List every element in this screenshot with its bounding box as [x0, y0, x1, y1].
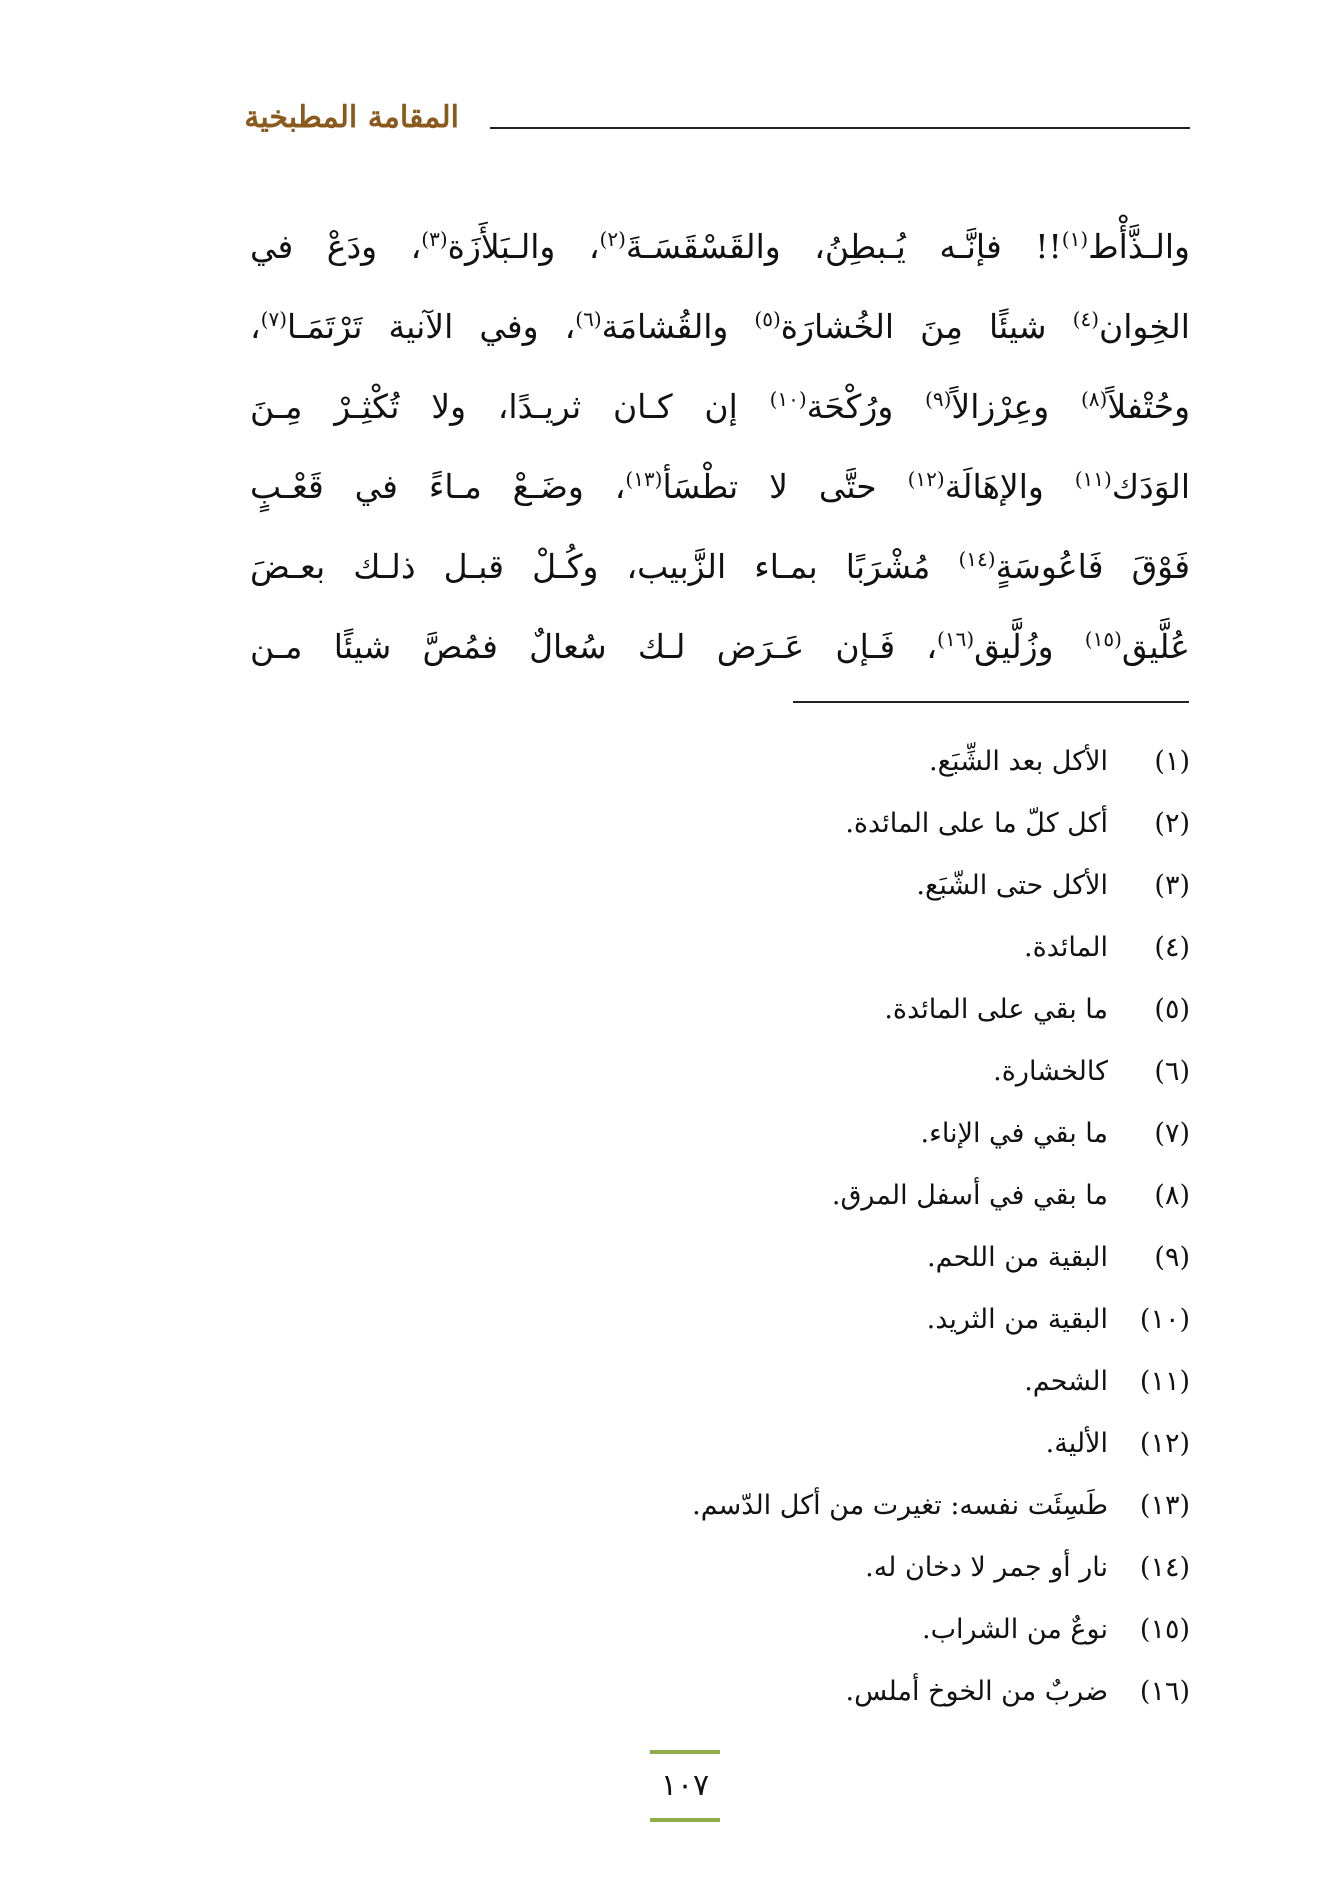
body-text-segment: الخِوان: [1099, 307, 1190, 346]
footnote-number: (٧): [1154, 1117, 1190, 1149]
body-text-segment: ،: [250, 307, 261, 346]
footnote-item: [290, 1288, 1190, 1350]
footnote-item: [290, 916, 1190, 978]
body-text-segment: الوَدَك: [1111, 467, 1191, 506]
body-line: [250, 207, 1190, 287]
body-text-segment: إن كـان ثريـدًا، ولا تُكْثِـرْ مِـنَ: [250, 387, 770, 426]
page-number: ١٠٧: [660, 1768, 710, 1803]
body-text-segment: والإهَالَة: [944, 467, 1075, 506]
footnote-number: (١٠): [1139, 1303, 1190, 1335]
footnote-number: (٣): [1154, 869, 1190, 901]
footnote-marker: (٥): [754, 307, 781, 331]
body-line: [250, 287, 1190, 367]
footnote-item: [290, 1536, 1190, 1598]
body-line: [250, 527, 1190, 607]
footnote-item: [290, 978, 1190, 1040]
footnote-marker: (٣): [421, 227, 448, 251]
footnote-text: ضربٌ من الخوخ أملس.: [845, 1675, 1108, 1707]
footnote-marker: (١٦): [937, 627, 975, 651]
footnote-marker: (٩): [925, 387, 952, 411]
footnote-item: [290, 1412, 1190, 1474]
footnote-text: المائدة.: [1024, 931, 1108, 963]
footnote-marker: (١٥): [1084, 627, 1122, 651]
body-line: [250, 447, 1190, 527]
footnote-marker: (١٢): [907, 467, 945, 491]
footnote-text: الأكل حتى الشّبَع.: [916, 869, 1108, 901]
body-text-segment: فَوْقَ فَاعُوسَةٍ: [995, 547, 1190, 586]
footnote-text: البقية من الثريد.: [926, 1303, 1108, 1335]
footnote-marker: (١٠): [769, 387, 807, 411]
footnote-text: طَسِئَت نفسه: تغيرت من أكل الدّسم.: [692, 1489, 1108, 1521]
body-line: [250, 607, 1190, 687]
body-text-segment: والقُشامَة: [601, 307, 755, 346]
footnote-text: نوعٌ من الشراب.: [922, 1613, 1108, 1645]
body-text-segment: وعِرْزالاً: [951, 387, 1081, 426]
header-rule: [490, 127, 1190, 129]
footnote-item: [290, 1350, 1190, 1412]
footnotes-list: [290, 730, 1190, 1722]
footnote-item: [290, 1040, 1190, 1102]
footnote-marker: (٧): [260, 307, 288, 331]
body-text-segment: ، وفي الآنية تَرْتَمَـا: [287, 307, 576, 346]
footnote-item: [290, 854, 1190, 916]
body-text-segment: ، ودَعْ في: [250, 227, 422, 266]
footnote-item: [290, 730, 1190, 792]
footnote-number: (٢): [1154, 807, 1190, 839]
footnote-number: (٤): [1154, 931, 1190, 963]
running-header-title: المقامة المطبخية: [244, 100, 459, 135]
body-text-segment: مُشْرَبًا بمـاء الزَّبيب، وكُـلْ قبـل ذلـك بعـضَ: [250, 547, 959, 586]
footnote-item: [290, 1164, 1190, 1226]
body-text-segment: شيئًا مِنَ الخُشارَة: [780, 307, 1073, 346]
footnote-marker: (١١): [1074, 467, 1112, 491]
footnote-number: (٦): [1154, 1055, 1190, 1087]
footnote-number: (١٦): [1139, 1675, 1190, 1707]
footnote-text: الأكل بعد الشِّبَع.: [929, 745, 1108, 777]
footnote-marker: (٢): [599, 227, 626, 251]
body-text-segment: حتَّى لا تطْسَأ: [662, 467, 908, 506]
footnote-number: (١): [1154, 745, 1190, 777]
footnote-marker: (٦): [575, 307, 602, 331]
footnote-item: [290, 1598, 1190, 1660]
footnote-number: (١٣): [1139, 1489, 1190, 1521]
footnote-text: ما بقي في الإناء.: [920, 1117, 1108, 1149]
footnote-item: [290, 1474, 1190, 1536]
body-text-segment: !! فإنَّـه يُـبطِنُ، والقَسْقَسَـةَ: [625, 227, 1062, 266]
footnote-number: (٩): [1154, 1241, 1190, 1273]
body-text-segment: ، وضَـعْ مـاءً في قَعْـبٍ: [250, 467, 626, 506]
body-text-segment: ورُكْحَة: [806, 387, 926, 426]
footnote-marker: (١): [1061, 227, 1089, 251]
footnote-separator: [793, 701, 1189, 703]
footnote-item: [290, 792, 1190, 854]
footnote-item: [290, 1660, 1190, 1722]
footnote-number: (١١): [1139, 1365, 1190, 1397]
body-text-segment: ، فَـإن عَـرَض لـك سُعالٌ فمُصَّ شيئًا مـن: [250, 627, 938, 666]
footnote-number: (١٤): [1139, 1551, 1190, 1583]
footnote-marker: (٨): [1080, 387, 1108, 411]
body-text: [250, 207, 1190, 687]
body-text-segment: عُلَّيق: [1121, 627, 1190, 666]
footnote-marker: (١٤): [958, 547, 996, 571]
footnote-number: (١٢): [1139, 1427, 1190, 1459]
footnote-text: ما بقي على المائدة.: [884, 993, 1108, 1025]
footnote-marker: (١٣): [625, 467, 663, 491]
footnote-number: (٥): [1154, 993, 1190, 1025]
footnote-text: كالخشارة.: [993, 1055, 1108, 1087]
footnote-number: (١٥): [1139, 1613, 1190, 1645]
body-text-segment: والـذَّأْط: [1088, 227, 1190, 266]
footnote-number: (٨): [1154, 1179, 1190, 1211]
page-number-bottom-rule: [650, 1818, 720, 1822]
footnote-text: نار أو جمر لا دخان له.: [865, 1551, 1108, 1583]
footnote-text: ما بقي في أسفل المرق.: [831, 1179, 1108, 1211]
footnote-text: الألية.: [1045, 1427, 1108, 1459]
body-text-segment: وحُتْفلاً: [1107, 387, 1191, 426]
footnote-item: [290, 1102, 1190, 1164]
body-line: [250, 367, 1190, 447]
page-number-top-rule: [650, 1750, 720, 1754]
footnote-text: الشحم.: [1024, 1365, 1108, 1397]
body-text-segment: ، والـبَلأَزَة: [447, 227, 600, 266]
footnote-marker: (٤): [1072, 307, 1099, 331]
footnote-text: البقية من اللحم.: [927, 1241, 1108, 1273]
footnote-text: أكل كلّ ما على المائدة.: [845, 807, 1108, 839]
footnote-item: [290, 1226, 1190, 1288]
body-text-segment: وزُلَّيق: [974, 627, 1085, 666]
